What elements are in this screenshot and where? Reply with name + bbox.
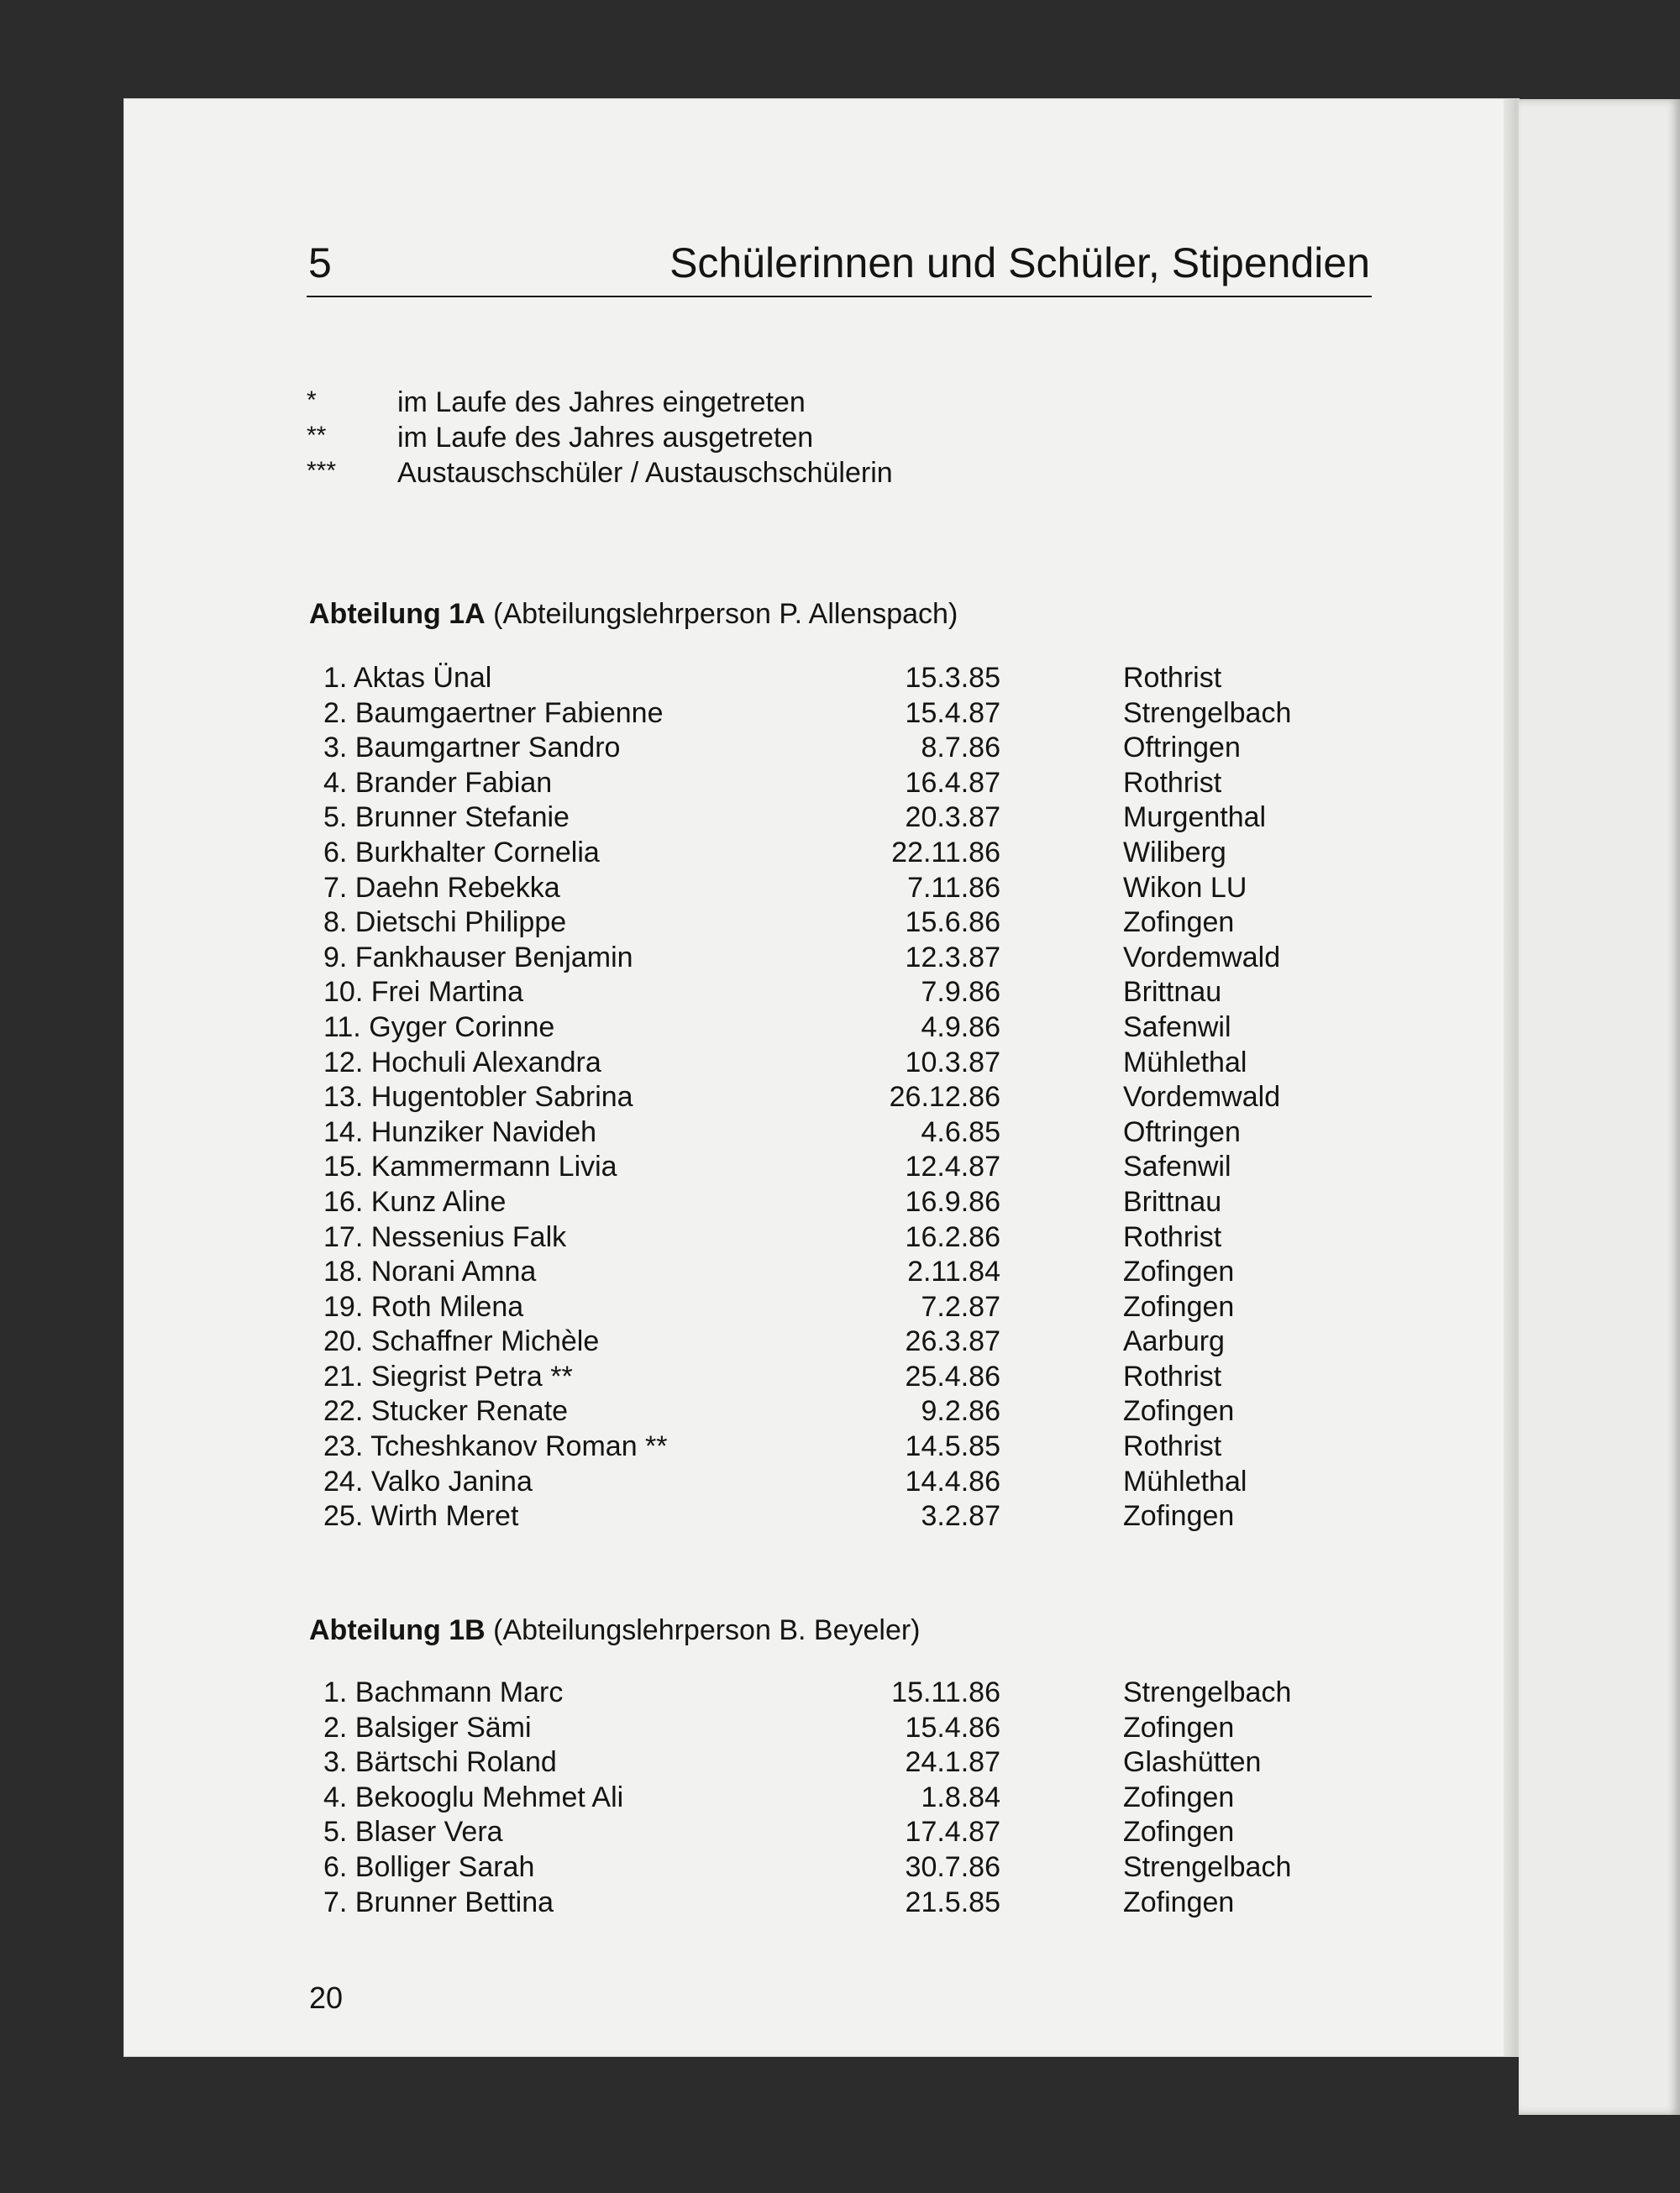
student-name: 16. Kunz Aline — [323, 1185, 507, 1218]
legend-symbol: ** — [307, 422, 327, 449]
student-name: 4. Brander Fabian — [323, 766, 553, 799]
birth-date: 2.11.84 — [907, 1256, 1000, 1288]
page-number: 20 — [309, 1981, 344, 2015]
student-name: 2. Balsiger Sämi — [323, 1711, 532, 1744]
student-name: 3. Baumgartner Sandro — [323, 732, 621, 764]
legend-text: Austauschschüler / Austauschschülerin — [397, 457, 893, 489]
chapter-number: 5 — [308, 239, 332, 286]
student-name: 1. Aktas Ünal — [323, 662, 492, 694]
birth-date: 26.12.86 — [889, 1081, 1000, 1114]
student-name: 25. Wirth Meret — [323, 1500, 519, 1533]
home-town: Rothrist — [1123, 1430, 1222, 1463]
home-town: Rothrist — [1123, 1360, 1222, 1393]
birth-date: 10.3.87 — [905, 1046, 1000, 1078]
home-town: Brittnau — [1123, 1185, 1222, 1218]
home-town: Safenwil — [1123, 1151, 1231, 1183]
birth-date: 16.9.86 — [905, 1185, 1000, 1218]
home-town: Mühlethal — [1123, 1046, 1247, 1078]
student-name: 13. Hugentobler Sabrina — [323, 1081, 633, 1114]
birth-date: 20.3.87 — [905, 801, 1000, 834]
home-town: Vordemwald — [1123, 1081, 1281, 1114]
student-name: 2. Baumgaertner Fabienne — [323, 696, 664, 729]
legend-text: im Laufe des Jahres ausgetreten — [397, 422, 814, 454]
home-town: Rothrist — [1123, 766, 1222, 799]
home-town: Strengelbach — [1123, 696, 1292, 729]
section-teacher: (Abteilungslehrperson B. Beyeler) — [493, 1614, 921, 1646]
home-town: Strengelbach — [1123, 1850, 1292, 1883]
home-town: Wikon LU — [1123, 871, 1247, 904]
student-name: 6. Burkhalter Cornelia — [323, 836, 600, 868]
home-town: Glashütten — [1123, 1746, 1262, 1779]
birth-date: 24.1.87 — [905, 1746, 1000, 1779]
section-label: Abteilung 1B — [309, 1614, 486, 1646]
birth-date: 21.5.85 — [905, 1886, 1000, 1918]
home-town: Zofingen — [1123, 1711, 1235, 1744]
home-town: Zofingen — [1123, 1395, 1235, 1428]
student-name: 21. Siegrist Petra ** — [323, 1360, 573, 1393]
birth-date: 12.3.87 — [905, 941, 1000, 973]
birth-date: 16.4.87 — [905, 766, 1000, 799]
home-town: Rothrist — [1123, 1220, 1222, 1253]
birth-date: 9.2.86 — [921, 1395, 1000, 1428]
section-label: Abteilung 1A — [309, 598, 486, 630]
student-name: 5. Blaser Vera — [323, 1816, 503, 1849]
home-town: Zofingen — [1123, 1781, 1235, 1813]
birth-date: 26.3.87 — [905, 1325, 1000, 1358]
student-name: 17. Nessenius Falk — [323, 1220, 567, 1253]
home-town: Zofingen — [1123, 906, 1235, 939]
student-name: 18. Norani Amna — [323, 1256, 537, 1288]
birth-date: 15.11.86 — [891, 1676, 1000, 1708]
birth-date: 4.9.86 — [921, 1010, 1000, 1043]
birth-date: 8.7.86 — [921, 732, 1000, 764]
chapter-heading — [307, 237, 1372, 297]
student-name: 22. Stucker Renate — [323, 1395, 569, 1428]
home-town: Safenwil — [1123, 1010, 1231, 1043]
section-heading-1b — [309, 1614, 921, 1647]
student-name: 20. Schaffner Michèle — [323, 1325, 600, 1358]
student-name: 6. Bolliger Sarah — [323, 1850, 535, 1883]
home-town: Zofingen — [1123, 1290, 1235, 1323]
birth-date: 15.4.87 — [905, 696, 1000, 729]
legend-symbol: * — [307, 386, 317, 414]
birth-date: 12.4.87 — [905, 1151, 1000, 1183]
student-name: 12. Hochuli Alexandra — [323, 1046, 601, 1078]
student-name: 7. Daehn Rebekka — [323, 871, 560, 904]
student-name: 9. Fankhauser Benjamin — [323, 941, 633, 973]
birth-date: 22.11.86 — [891, 836, 1000, 868]
student-name: 10. Frei Martina — [323, 976, 524, 1009]
birth-date: 7.9.86 — [921, 976, 1000, 1009]
student-name: 11. Gyger Corinne — [323, 1010, 555, 1043]
home-town: Wiliberg — [1123, 836, 1226, 868]
legend-text: im Laufe des Jahres eingetreten — [397, 386, 806, 418]
birth-date: 30.7.86 — [905, 1850, 1000, 1883]
birth-date: 15.6.86 — [905, 906, 1000, 939]
birth-date: 14.5.85 — [905, 1430, 1000, 1463]
birth-date: 16.2.86 — [905, 1220, 1000, 1253]
birth-date: 15.4.86 — [905, 1711, 1000, 1744]
birth-date: 25.4.86 — [905, 1360, 1000, 1393]
student-name: 3. Bärtschi Roland — [323, 1746, 557, 1779]
student-name: 8. Dietschi Philippe — [323, 906, 567, 939]
home-town: Vordemwald — [1123, 941, 1281, 973]
section-heading-1a — [309, 598, 958, 631]
home-town: Aarburg — [1123, 1325, 1225, 1358]
birth-date: 7.11.86 — [907, 871, 1000, 904]
home-town: Zofingen — [1123, 1886, 1235, 1918]
student-name: 1. Bachmann Marc — [323, 1676, 564, 1708]
legend-symbol: *** — [307, 457, 337, 485]
home-town: Murgenthal — [1123, 801, 1267, 834]
birth-date: 14.4.86 — [905, 1465, 1000, 1498]
student-name: 5. Brunner Stefanie — [323, 801, 570, 834]
birth-date: 17.4.87 — [905, 1816, 1000, 1849]
birth-date: 15.3.85 — [905, 662, 1000, 694]
home-town: Strengelbach — [1123, 1676, 1292, 1708]
student-name: 24. Valko Janina — [323, 1465, 533, 1498]
home-town: Mühlethal — [1123, 1465, 1247, 1498]
birth-date: 7.2.87 — [921, 1290, 1000, 1323]
birth-date: 1.8.84 — [921, 1781, 1000, 1813]
home-town: Zofingen — [1123, 1256, 1235, 1288]
home-town: Oftringen — [1123, 732, 1241, 764]
student-name: 23. Tcheshkanov Roman ** — [323, 1430, 668, 1463]
home-town: Rothrist — [1123, 662, 1222, 694]
student-name: 7. Brunner Bettina — [323, 1886, 554, 1918]
home-town: Zofingen — [1123, 1500, 1235, 1533]
student-name: 19. Roth Milena — [323, 1290, 524, 1323]
student-name: 14. Hunziker Navideh — [323, 1115, 597, 1148]
student-name: 4. Bekooglu Mehmet Ali — [323, 1781, 624, 1813]
chapter-title: Schülerinnen und Schüler, Stipendien — [669, 239, 1370, 286]
home-town: Brittnau — [1123, 976, 1222, 1009]
section-teacher: (Abteilungslehrperson P. Allenspach) — [493, 598, 958, 630]
student-name: 15. Kammermann Livia — [323, 1151, 617, 1183]
home-town: Zofingen — [1123, 1816, 1235, 1849]
facing-page-edge — [1519, 99, 1680, 2115]
birth-date: 4.6.85 — [921, 1115, 1000, 1148]
birth-date: 3.2.87 — [921, 1500, 1000, 1533]
home-town: Oftringen — [1123, 1115, 1241, 1148]
